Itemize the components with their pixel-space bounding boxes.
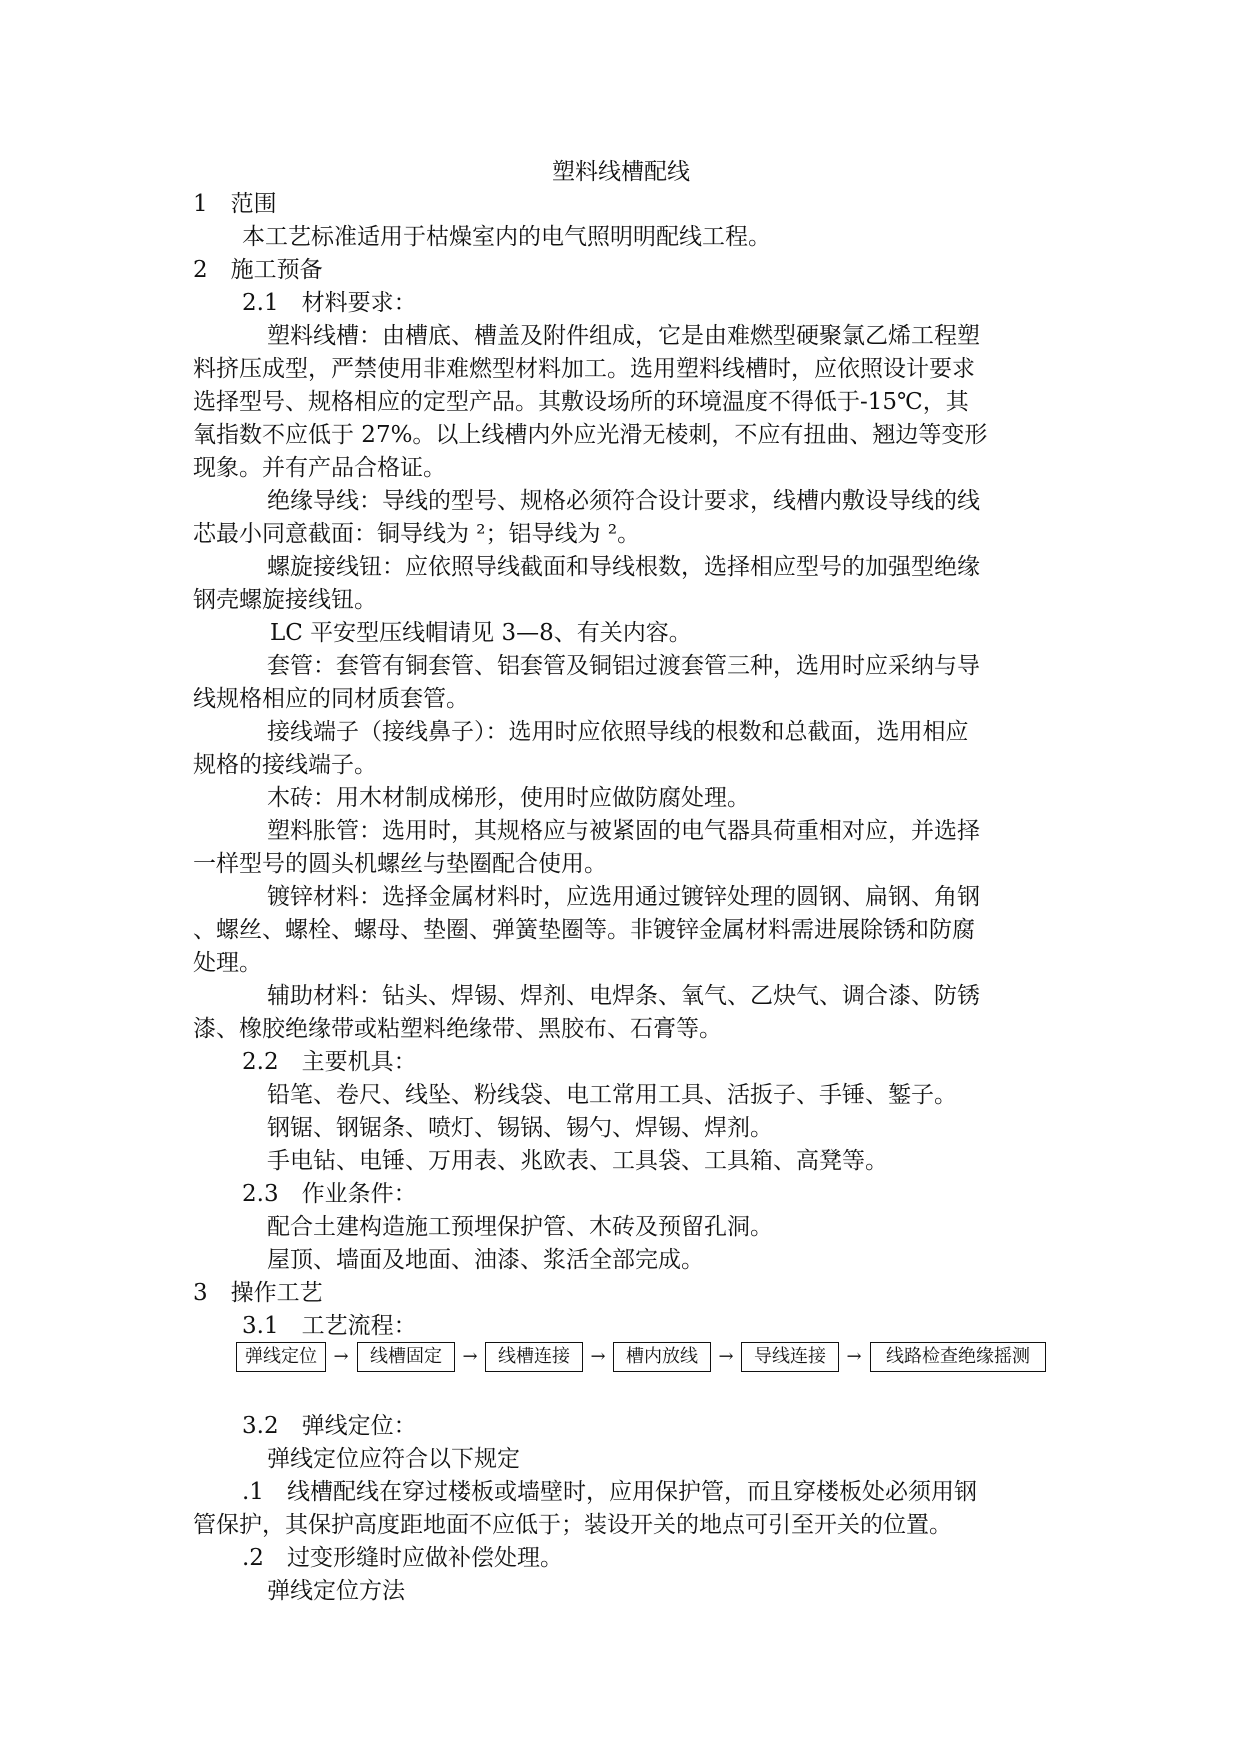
- flow-step: 线槽固定: [357, 1342, 455, 1372]
- arrow-right-icon: →: [590, 1346, 606, 1367]
- arrow-right-icon: →: [462, 1346, 478, 1367]
- arrow-right-icon: →: [718, 1346, 734, 1367]
- arrow-right-icon: →: [846, 1346, 862, 1367]
- document-title: 塑料线槽配线: [552, 159, 690, 185]
- condition-line: 屋顶、墙面及地面、油漆、浆活全部完成。: [267, 1247, 704, 1273]
- rule-line: .1 线槽配线在穿过楼板或墙壁时，应用保护管，而且穿楼板处必须用钢: [242, 1479, 977, 1505]
- arrow-right-icon: →: [333, 1346, 349, 1367]
- paragraph-line: 木砖：用木材制成梯形，使用时应做防腐处理。: [267, 785, 750, 811]
- flow-step: 线路检查绝缘摇测: [870, 1342, 1046, 1372]
- paragraph-line: 钢壳螺旋接线钮。: [193, 587, 377, 613]
- rule-line: .2 过变形缝时应做补偿处理。: [242, 1545, 563, 1571]
- paragraph-line: 接线端子（接线鼻子）：选用时应依照导线的根数和总截面，选用相应: [267, 719, 969, 745]
- flow-step: 导线连接: [741, 1342, 839, 1372]
- paragraph-line: 塑料线槽：由槽底、槽盖及附件组成，它是由难燃型硬聚氯乙烯工程塑: [267, 323, 980, 349]
- section-3-1-heading: 3.1 工艺流程：: [242, 1313, 417, 1339]
- rule-intro: 弹线定位应符合以下规定: [267, 1446, 520, 1472]
- tools-line: 铅笔、卷尺、线坠、粉线袋、电工常用工具、活扳子、手锤、錾子。: [267, 1082, 957, 1108]
- paragraph-line: 漆、橡胶绝缘带或粘塑料绝缘带、黑胶布、石膏等。: [193, 1016, 722, 1042]
- section-2-3-heading: 2.3 作业条件：: [242, 1181, 417, 1207]
- paragraph-line: 套管：套管有铜套管、铝套管及铜铝过渡套管三种，选用时应采纳与导: [267, 653, 980, 679]
- paragraph-line: 绝缘导线：导线的型号、规格必须符合设计要求，线槽内敷设导线的线: [267, 488, 980, 514]
- paragraph-line: 辅助材料：钻头、焊锡、焊剂、电焊条、氧气、乙炔气、调合漆、防锈: [267, 983, 980, 1009]
- paragraph-line: 线规格相应的同材质套管。: [193, 686, 469, 712]
- paragraph-line: 一样型号的圆头机螺丝与垫圈配合使用。: [193, 851, 607, 877]
- paragraph-line: 现象。并有产品合格证。: [193, 455, 446, 481]
- condition-line: 配合土建构造施工预埋保护管、木砖及预留孔洞。: [267, 1214, 773, 1240]
- paragraph-line: 处理。: [193, 950, 262, 976]
- section-2-heading: 2 施工预备: [193, 257, 323, 283]
- paragraph-line: 规格的接线端子。: [193, 752, 377, 778]
- flow-step: 弹线定位: [236, 1342, 326, 1372]
- process-flow: [236, 1342, 1056, 1380]
- paragraph-line: 选择型号、规格相应的定型产品。其敷设场所的环境温度不得低于-15℃，其: [193, 389, 969, 415]
- paragraph-line: 螺旋接线钮：应依照导线截面和导线根数，选择相应型号的加强型绝缘: [267, 554, 980, 580]
- paragraph-line: 氧指数不应低于 27%。以上线槽内外应光滑无棱刺，不应有扭曲、翘边等变形: [193, 422, 988, 448]
- section-2-2-heading: 2.2 主要机具：: [242, 1049, 417, 1075]
- section-2-1-heading: 2.1 材料要求：: [242, 290, 417, 316]
- flow-step: 槽内放线: [613, 1342, 711, 1372]
- section-3-heading: 3 操作工艺: [193, 1280, 323, 1306]
- tools-line: 手电钻、电锤、万用表、兆欧表、工具袋、工具箱、高凳等。: [267, 1148, 888, 1174]
- section-1-heading: 1 范围: [193, 191, 277, 217]
- paragraph-line: 塑料胀管：选用时，其规格应与被紧固的电气器具荷重相对应，并选择: [267, 818, 980, 844]
- paragraph-line: 芯最小同意截面：铜导线为 ²；铝导线为 ²。: [193, 521, 641, 547]
- method-heading: 弹线定位方法: [267, 1578, 405, 1604]
- section-3-2-heading: 3.2 弹线定位：: [242, 1413, 417, 1439]
- rule-line: 管保护，其保护高度距地面不应低于；装设开关的地点可引至开关的位置。: [193, 1512, 952, 1538]
- flow-step: 线槽连接: [485, 1342, 583, 1372]
- paragraph-line: LC 平安型压线帽请见 3—8、有关内容。: [270, 620, 692, 646]
- section-1-text: 本工艺标准适用于枯燥室内的电气照明明配线工程。: [242, 224, 771, 250]
- tools-line: 钢锯、钢锯条、喷灯、锡锅、锡勺、焊锡、焊剂。: [267, 1115, 773, 1141]
- paragraph-line: 、螺丝、螺栓、螺母、垫圈、弹簧垫圈等。非镀锌金属材料需进展除锈和防腐: [193, 917, 975, 943]
- paragraph-line: 料挤压成型，严禁使用非难燃型材料加工。选用塑料线槽时，应依照设计要求: [193, 356, 975, 382]
- paragraph-line: 镀锌材料：选择金属材料时，应选用通过镀锌处理的圆钢、扁钢、角钢: [267, 884, 980, 910]
